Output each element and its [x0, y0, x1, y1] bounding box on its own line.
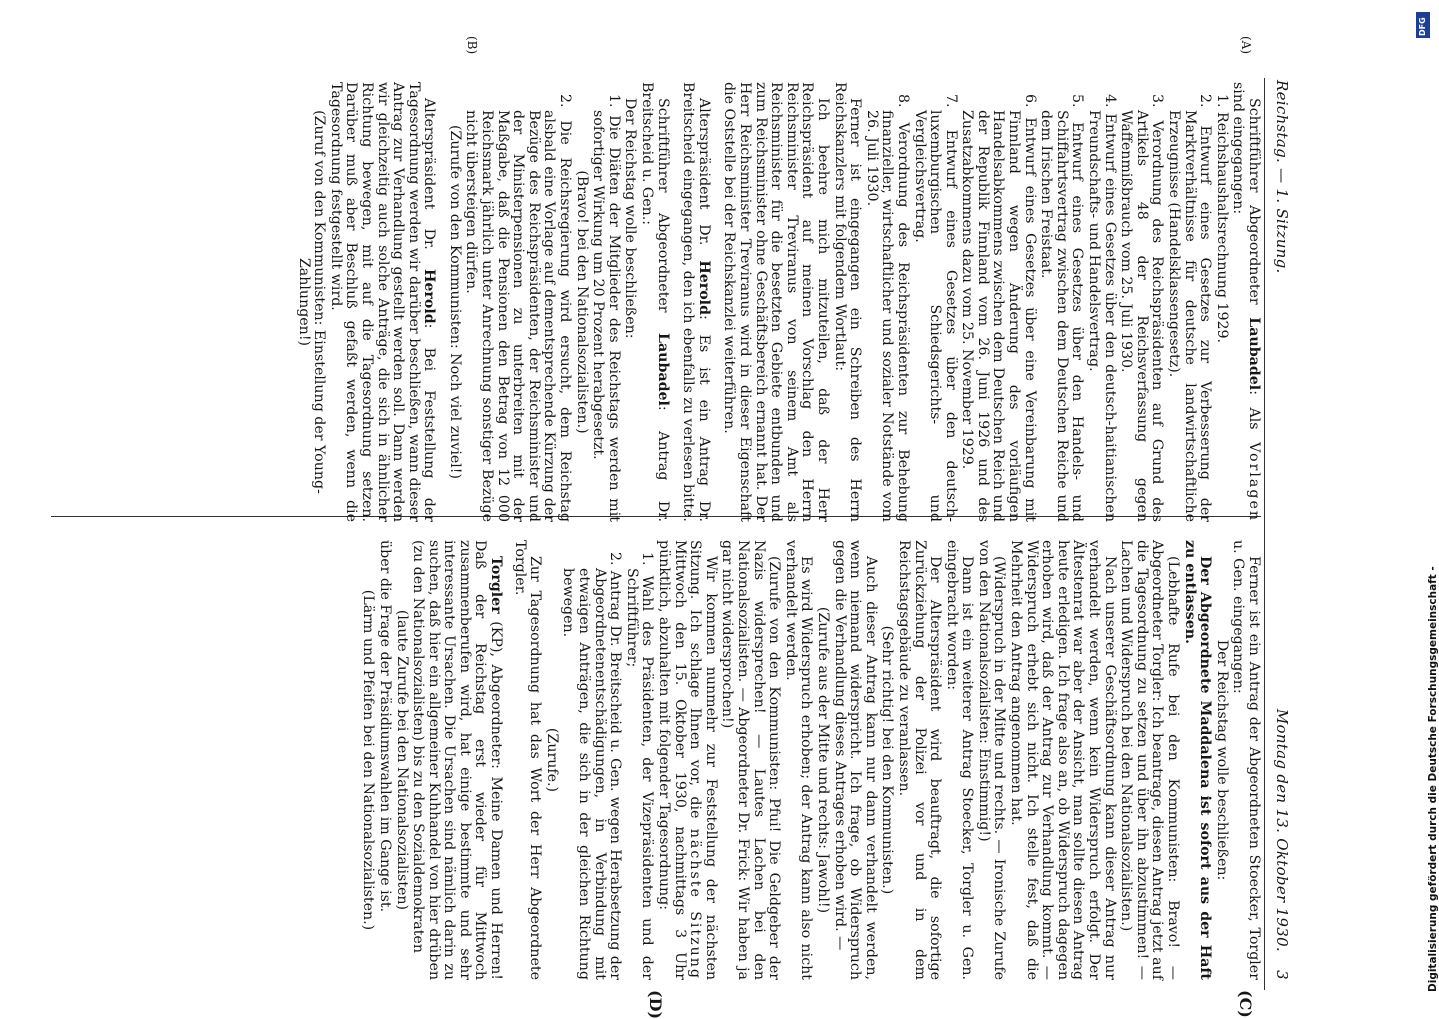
interjection-laerm: (Lärm und Pfeifen bei den Nationalsozialisten.)	[360, 589, 377, 931]
beschliessen-line: Der Reichstag wolle beschließen:	[622, 98, 639, 339]
widerspruch-frage: Auch dieser Antrag kann nur dann verhandelt werden, wenn niemand widerspricht. Ich frage, ob Widerspruch gegen die Verhandlung dieses Antrages erhoben wird. —	[831, 540, 879, 980]
herold-statement-2: Alterspräsident Dr. Herold: Bei Feststellung der Tagesordnung werden wir darüber beschließen, wann dieser Antrag zur Verhandlung gestellt werden soll. Dann werden wir gleichzeitig auch solche Anträge, die sich in ähnlicher Richtung bewegen, mit auf die Tagesordnung setzen. Darüber muß aber Beschluß gefaßt werden, wenn die Tagesordnung festgestellt wird.	[327, 82, 438, 522]
page-number: 3	[1273, 970, 1291, 980]
digitization-footer	[1416, 8, 1439, 992]
letter-body: Ich beehre mich mitzuteilen, daß der Herr Reichspräsident auf meinen Vorschlag den Herrn Reichsminister Treviranus von seinem Amt als Reichsminister für die besetzten Gebiete entbunden und zum Reichsminister ohne Geschäftsbereich ernannt hat. Der Herr Reichsminister Treviranus wird in dieser Eigenschaft die Oststelle bei der Reichskanzlei weiterführen.	[721, 82, 831, 522]
vorlagen-intro: Schriftführer Abgeordneter Laubadel: Als Vorlagen sind eingegangen:	[1230, 82, 1262, 522]
margin-marker-c: (C)	[1236, 990, 1255, 1018]
tagesordnung-item: 1. Wahl des Präsidenten, der Vizepräsidenten und der Schriftführer;	[623, 552, 656, 980]
header-rule	[1264, 78, 1265, 990]
interjection-zurufe: (Zurufe.)	[543, 727, 560, 793]
interjection-zuruf: (Zurufe von den Kommunisten: Noch viel zuviel!)	[446, 124, 463, 480]
vorlage-item: 1. Reichshaushaltsrechnung 1929.	[1213, 94, 1230, 344]
interjection-young: (Zuruf von den Kommunisten: Einstellung der Young-Zahlungen!)	[295, 110, 328, 494]
beschliessen-line: Der Reichstag wolle beschließen:	[1213, 639, 1230, 881]
herold-statement: Alterspräsident Dr. Herold: Es ist ein Antrag Dr. Breitscheid eingegangen, den ich ebenfalls zu verlesen bitte.	[680, 82, 712, 523]
vorlage-item: 7. Entwurf eines Gesetzes über den deutsch-luxemburgischen Schiedsgerichts- und Vergleichsvertrag.	[911, 94, 959, 522]
torgler-speech: Torgler (KP), Abgeordneter: Meine Damen und Herren! Daß der Reichstag erst wieder für Mittwoch zusammenberufen wird, hat einige bestimmte und sehr interessante Ursachen. Die Ursachen sind nämlich darin zu suchen, daß hier ein allgemeiner Kuhhandel von hier drüben (zu den Nationalsozialisten) bis zu den Sozialdemokraten	[410, 540, 505, 980]
polizei-antrag: Der Alterspräsident wird beauftragt, die sofortige Zurückziehung der Polizei vor und in dem Reichstagsgebäude zu veranlassen.	[895, 540, 944, 980]
naechste-sitzung-paragraph: Wir kommen nunmehr zur Feststellung der nächsten Sitzung. Ich schlage Ihnen vor, die nächste Sitzung Mittwoch den 15. Oktober 1930, nachmittags 3 Uhr pünktlich, abzuhalten mit folgender Tagesordnung:	[656, 540, 719, 980]
praesidiumswahlen-line: über die Frage der Präsidiumswahlen im Gange ist.	[376, 540, 393, 913]
header-session: Reichstag. — 1. Sitzung.	[1273, 80, 1291, 274]
weiterer-antrag: Dann ist ein weiterer Antrag Stoecker, Torgler u. Gen. eingebracht worden:	[943, 540, 976, 980]
interjection-lebhafte: (Lebhafte Rufe bei den Kommunisten: Bravo! — Abgeordneter Torgler: Ich beantrage, diesen Antrag jetzt auf die Tagesordnung zu setzen und über ihn abzustimmen! — Lachen und Widerspruch bei den Nationalsozialisten.)	[1118, 540, 1182, 980]
interjection-widerspruch: (Widerspruch in der Mitte und rechts. — Ironische Zurufe von den Nationalsozialisten: Einstimmig!)	[975, 540, 1008, 980]
antrag-item: 2. Die Reichsregierung wird ersucht, dem Reichstag alsbald eine Vorlage auf dementsprechende Kürzung der Bezüge des Reichspräsidenten, der Reichsminister und der Ministerpensionen zu unterbreiten mit der Maßgabe, daß die Pensionen den Betrag von 12 000 Reichsmark jährlich unter Anrechnung sonstiger Bezüge nicht übersteigen dürfen.	[463, 94, 574, 522]
right-column	[46, 540, 1261, 980]
vorlage-item: 5. Entwurf eines Gesetzes über den Handels- und Schiffahrtsvertrag zwischen dem Deutschen Reiche und dem Irischen Freistaat.	[1038, 94, 1086, 522]
vorlage-item: 3. Verordnung des Reichspräsidenten auf Grund des Artikels 48 der Reichsverfassung gegen Waffenmißbrauch vom 25. Juli 1930.	[1118, 94, 1166, 522]
running-header	[1265, 80, 1291, 980]
margin-marker-b: (B)	[465, 36, 479, 55]
vorlage-item: 4. Entwurf eines Gesetzes über den deutsch-haitianischen Freundschafts- und Handelsvertrag.	[1086, 94, 1118, 522]
margin-marker-d: (D)	[646, 990, 665, 1019]
vorlage-item: 8. Verordnung des Reichspräsidenten zur Behebung finanzieller, wirtschaftlicher und sozialer Notstände vom 26. Juli 1930.	[863, 94, 911, 522]
footer-text: Digitalisierung gefördert durch die Deutsche Forschungsgemeinschaft -	[1427, 566, 1439, 992]
interjection-pfui: (Zurufe von den Kommunisten: Pfui! Die Geldgeber der Nazis widersprechen! — Lautes Lachen bei den Nationalsozialisten. — Abgeordneter Dr. Frick: Wir haben ja gar nicht widersprochen!)	[719, 540, 783, 980]
interjection-bravo: (Bravo! bei den Nationalsozialisten.)	[573, 170, 590, 434]
interjection-sehr-richtig: (Sehr richtig! bei den Kommunisten.)	[879, 625, 896, 895]
laubadel-statement: Schriftführer Abgeordneter Laubadel: Antrag Dr. Breitscheid u. Gen.:	[639, 82, 671, 522]
vorlage-item: 6. Entwurf eines Gesetzes über eine Vereinbarung mit Finnland wegen Änderung des vorläufigen Handelsabkommens zwischen dem Deutschen Reich und der Republik Finnland vom 26. Juni 1926 und des Zusatzabkommens dazu vom 25. November 1929.	[959, 94, 1038, 522]
antrag-item: 1. Die Diäten der Mitglieder des Reichstags werden mit sofortiger Wirkung um 20 Prozent herabgesetzt.	[590, 94, 622, 522]
margin-marker-a: (A)	[1239, 36, 1253, 55]
header-date: Montag den 13. Oktober 1930.	[1273, 708, 1291, 952]
left-column	[46, 82, 1261, 522]
vorlage-item: 2. Entwurf eines Gesetzes zur Verbesserung der Marktverhältnisse für deutsche landwirtschaftliche Erzeugnisse (Handelsklassengesetz).	[1166, 94, 1214, 522]
widerspruch-erhoben: Es wird Widerspruch erhoben; der Antrag kann also nicht verhandelt werden.	[782, 540, 815, 980]
interjection-jawohl: (Zurufe aus der Mitte und rechts: Jawohl!)	[814, 606, 831, 914]
stoecker-antrag-intro: Ferner ist ein Antrag der Abgeordneten Stoecker, Torgler u. Gen. eingegangen:	[1230, 540, 1262, 980]
interjection-laute: (laute Zurufe bei den Nationalsozialisten)	[393, 609, 410, 911]
dfg-logo: DFG	[1416, 12, 1430, 38]
tagesordnung-item: 2. Antrag Dr. Breitscheid u. Gen. wegen Herabsetzung der Abgeordnetenentschädigungen, in Verbindung mit etwaigen Anträgen, die sich in der gleichen Richtung bewegen.	[560, 552, 624, 980]
geschaeftsordnung-paragraph: Nach unserer Geschäftsordnung kann dieser Antrag nur verhandelt werden, wenn kein Widerspruch erfolgt. Der Ältestenrat war aber der Ansicht, man sollte diesen Antrag heute erledigen. Ich frage also an, ob Widerspruch dagegen erhoben wird, daß der Antrag zur Verhandlung kommt. — Widerspruch erhebt sich nicht. Ich stelle fest, daß die Mehrheit den Antrag angenommen hat.	[1008, 540, 1118, 980]
wort-torgler: Zur Tagesordnung hat das Wort der Herr Abgeordnete Torgler.	[511, 540, 544, 980]
maddalena-antrag: Der Abgeordnete Maddalena ist sofort aus der Haft zu entlassen.	[1181, 540, 1214, 980]
letter-intro: Ferner ist eingegangen ein Schreiben des Herrn Reichskanzlers mit folgendem Wortlaut:	[831, 82, 864, 522]
